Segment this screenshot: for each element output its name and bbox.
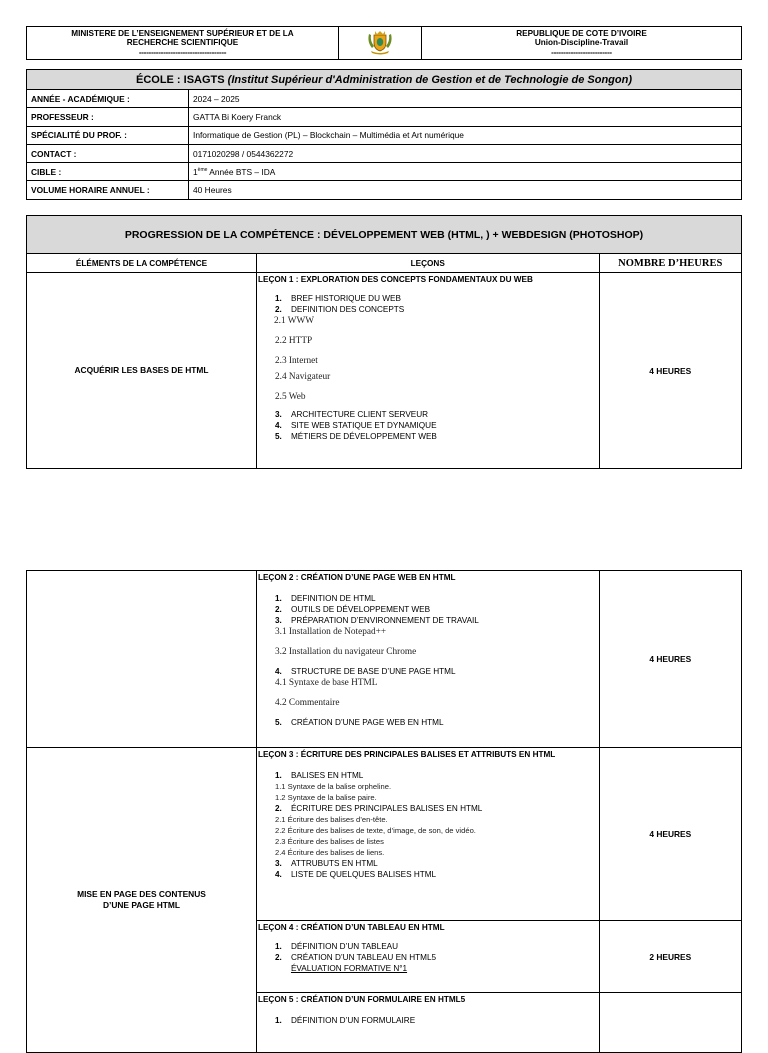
lesson-subitem: 2.2 Écriture des balises de texte, d’image, de son, de vidéo. [274, 826, 476, 835]
lesson-item: 2. CRÉATION D’UN TABLEAU EN HTML5 [274, 953, 437, 962]
info-label: SPÉCIALITÉ DU PROF. : [27, 126, 189, 144]
lesson-5-cell [256, 993, 599, 1053]
lesson-subitem: 2.4 Navigateur [274, 372, 331, 382]
lesson-row-1 [27, 273, 742, 469]
coat-of-arms-cell [339, 27, 422, 60]
lesson-row-2 [27, 571, 742, 748]
lesson-item: 3. ATTRUBUTS EN HTML [274, 859, 378, 868]
ministry-line2: RECHERCHE SCIENTIFIQUE [126, 38, 239, 48]
info-value: 40 Heures [189, 181, 742, 199]
school-name-cell [27, 70, 742, 90]
school-label: ÉCOLE : ISAGTS [135, 73, 228, 86]
lesson-subitem: 2.1 Écriture des balises d’en-tête. [274, 815, 388, 824]
competence-element: ACQUÉRIR LES BASES DE HTML [27, 273, 257, 469]
lesson-item: 4. SITE WEB STATIQUE ET DYNAMIQUE [274, 421, 437, 430]
lesson-subitem: 2.3 Internet [274, 356, 318, 366]
lesson-item: 1. BALISES EN HTML [274, 771, 364, 780]
info-row [27, 181, 742, 199]
progression-title: PROGRESSION DE LA COMPÉTENCE : DÉVELOPPEMENT WEB (HTML, ) + WEBDESIGN (PHOTOSHOP) [27, 216, 742, 254]
info-value [189, 163, 742, 181]
ministry-cell [27, 27, 339, 60]
info-value: GATTA Bi Koery Franck [189, 108, 742, 126]
lesson-item: 5. CRÉATION D’UNE PAGE WEB EN HTML [274, 718, 444, 727]
info-row [27, 144, 742, 162]
lesson-title: LEÇON 5 : CRÉATION D’UN FORMULAIRE EN HTML5 [257, 995, 466, 1004]
lesson-item: 1. BREF HISTORIQUE DU WEB [274, 294, 401, 303]
lesson-item: 3. PRÉPARATION D’ENVIRONNEMENT DE TRAVAIL [274, 616, 479, 625]
info-value: 0171020298 / 0544362272 [189, 144, 742, 162]
lesson-subitem: 2.4 Écriture des balises de liens. [274, 848, 385, 857]
ministry-dashes: ------------------------------------ [138, 47, 227, 57]
lesson-hours-empty [599, 993, 741, 1053]
info-row [27, 163, 742, 181]
info-label: CONTACT : [27, 144, 189, 162]
lesson-row-3 [27, 748, 742, 921]
info-row [27, 126, 742, 144]
lesson-item: 2. OUTILS DE DÉVELOPPEMENT WEB [274, 605, 431, 614]
info-row [27, 108, 742, 126]
lesson-subitem: 3.1 Installation de Notepad++ [274, 627, 387, 637]
lesson-item: 5. MÉTIERS DE DÉVELOPPEMENT WEB [274, 432, 437, 441]
lesson-item: 4. LISTE DE QUELQUES BALISES HTML [274, 870, 437, 879]
republic-line1: REPUBLIQUE DE COTE D’IVOIRE [516, 28, 647, 38]
ministry-header-table [26, 26, 742, 60]
info-label: CIBLE : [27, 163, 189, 181]
school-full-name: (Institut Supérieur d'Administration de Gestion et de Technologie de Songon) [227, 73, 633, 86]
republic-cell [422, 27, 742, 60]
evaluation-formative: ÉVALUATION FORMATIVE N°1 [290, 964, 408, 973]
lesson-title: LEÇON 1 : EXPLORATION DES CONCEPTS FONDAMENTAUX DU WEB [257, 275, 533, 284]
cible-sup: ème [197, 167, 208, 174]
lesson-3-cell [256, 748, 599, 921]
lesson-item: 1. DEFINITION DE HTML [274, 594, 376, 603]
col-header-lecons: LEÇONS [256, 254, 599, 273]
lesson-title: LEÇON 4 : CRÉATION D’UN TABLEAU EN HTML [257, 923, 445, 932]
lesson-hours: 4 HEURES [599, 273, 742, 469]
lesson-item: 1. DÉFINITION D’UN TABLEAU [274, 942, 399, 951]
lesson-subitem: 4.1 Syntaxe de base HTML [274, 678, 378, 688]
competence-element [27, 748, 257, 1053]
lesson-subitem: 4.2 Commentaire [274, 698, 340, 708]
lesson-hours: 4 HEURES [599, 571, 741, 748]
lesson-title: LEÇON 2 : CRÉATION D’UNE PAGE WEB EN HTML [257, 573, 456, 582]
lesson-item: 1. DÉFINITION D’UN FORMULAIRE [274, 1016, 416, 1025]
lesson-subitem: 1.2 Syntaxe de la balise paire. [274, 793, 377, 802]
col-header-heures: NOMBRE D’HEURES [599, 254, 742, 273]
cible-number: 1 [193, 166, 198, 177]
ministry-line1: MINISTERE DE L’ENSEIGNEMENT SUPÉRIEUR ET DE LA [71, 28, 294, 38]
lesson-subitem: 2.1 WWW [273, 316, 315, 326]
info-label: ANNÉE - ACADÉMIQUE : [27, 90, 189, 108]
lesson-item: 2. ÉCRITURE DES PRINCIPALES BALISES EN HTML [274, 804, 483, 813]
republic-dashes: ------------------------- [551, 47, 612, 57]
lesson-2-cell [256, 571, 599, 748]
lesson-subitem: 2.5 Web [274, 392, 306, 402]
lesson-item: 2. DEFINITION DES CONCEPTS [274, 305, 405, 314]
lesson-hours: 4 HEURES [599, 748, 741, 921]
republic-motto: Union-Discipline-Travail [534, 38, 629, 48]
lesson-item: 3. ARCHITECTURE CLIENT SERVEUR [274, 410, 429, 419]
lesson-hours: 2 HEURES [599, 921, 741, 993]
lesson-subitem: 2.2 HTTP [274, 336, 313, 346]
col-header-elements: ÉLÉMENTS DE LA COMPÉTENCE [27, 254, 257, 273]
info-value: Informatique de Gestion (PL) – Blockchain – Multimédia et Art numérique [189, 126, 742, 144]
element2-line2: D’UNE PAGE HTML [102, 900, 181, 910]
lesson-title: LEÇON 3 : ÉCRITURE DES PRINCIPALES BALISES ET ATTRIBUTS EN HTML [257, 750, 556, 759]
competence-element-empty [27, 571, 257, 748]
element2-line1: MISE EN PAGE DES CONTENUS [77, 889, 206, 899]
lesson-subitem: 3.2 Installation du navigateur Chrome [274, 647, 417, 657]
info-label: VOLUME HORAIRE ANNUEL : [27, 181, 189, 199]
lesson-subitem: 1.1 Syntaxe de la balise orpheline. [274, 782, 392, 791]
info-value: 2024 – 2025 [189, 90, 742, 108]
info-row [27, 90, 742, 108]
coat-of-arms-icon [365, 28, 395, 59]
cible-text: Année BTS – IDA [207, 166, 276, 177]
info-label: PROFESSEUR : [27, 108, 189, 126]
progression-table-1 [26, 215, 742, 469]
lesson-4-cell [256, 921, 599, 993]
school-info-table [26, 69, 742, 200]
lesson-subitem: 2.3 Écriture des balises de listes [274, 837, 384, 846]
progression-table-2 [26, 570, 742, 1053]
lesson-item: 4. STRUCTURE DE BASE D’UNE PAGE HTML [274, 667, 456, 676]
lesson-1-cell [256, 273, 599, 469]
